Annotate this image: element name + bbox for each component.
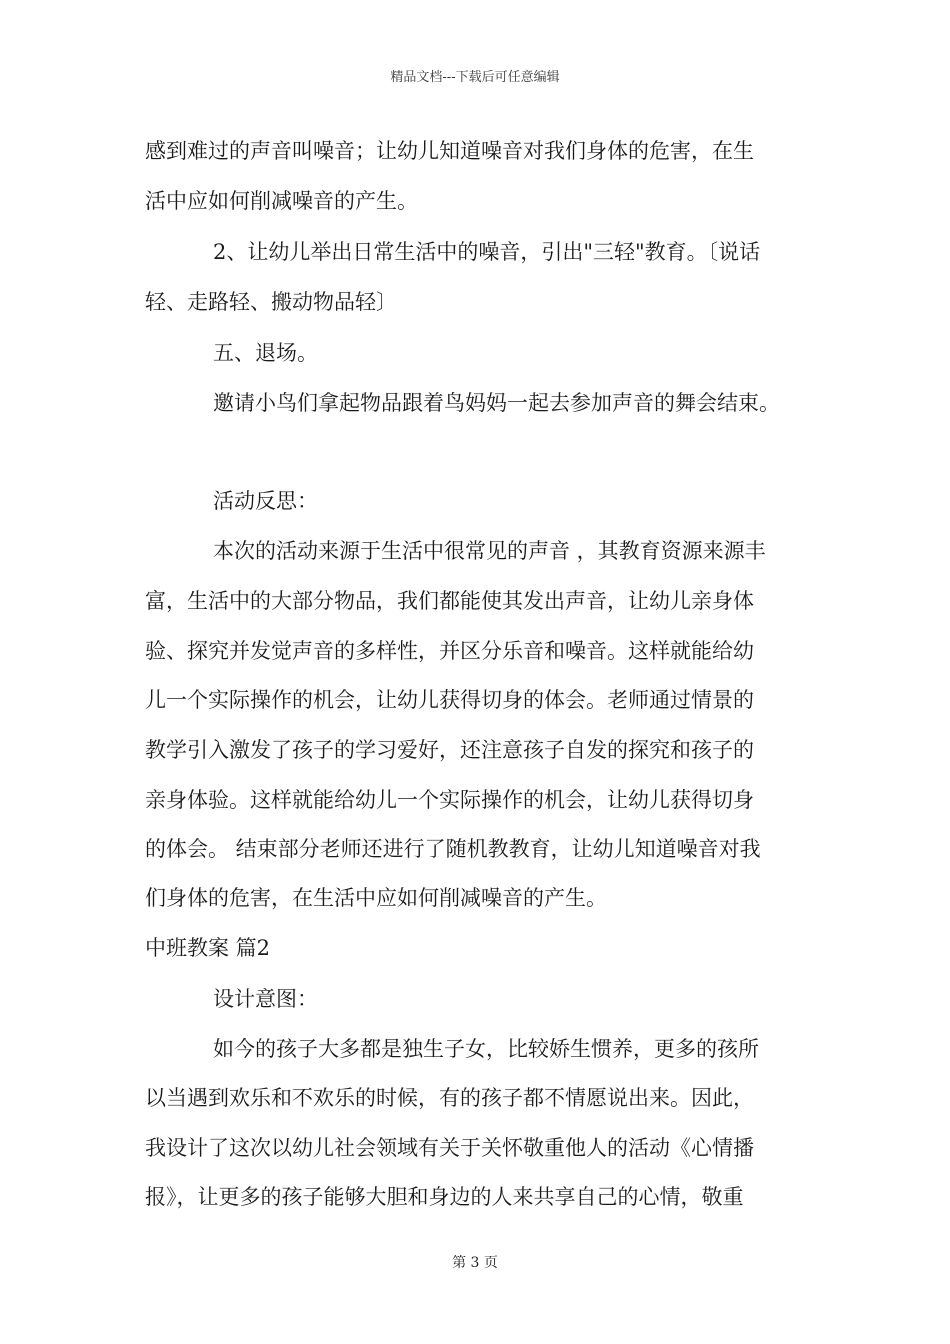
body-line: 儿一个实际操作的机会，让幼儿获得切身的体会。老师通过情景的 bbox=[145, 688, 754, 712]
page-number: 第 3 页 bbox=[452, 1255, 498, 1271]
page-header: 精品文档---下载后可任意编辑 bbox=[390, 70, 560, 85]
body-line: 以当遇到欢乐和不欢乐的时候，有的孩子都不情愿说出来。因此， bbox=[145, 1086, 754, 1110]
body-line: 邀请小鸟们拿起物品跟着鸟妈妈一起去参加声音的舞会结束。 bbox=[213, 391, 780, 415]
body-line: 如今的孩子大多都是独生子女，比较娇生惯养，更多的孩所 bbox=[213, 1037, 759, 1061]
body-line: 验、探究并发觉声音的多样性，并区分乐音和噪音。这样就能给幼 bbox=[145, 639, 754, 663]
body-line: 富，生活中的大部分物品，我们都能使其发出声音，让幼儿亲身体 bbox=[145, 589, 754, 613]
body-line: 的体会。 结束部分老师还进行了随机教教育，让幼儿知道噪音对我 bbox=[145, 837, 761, 861]
body-line: 活中应如何削减噪音的产生。 bbox=[145, 189, 418, 213]
section-heading: 活动反思： bbox=[213, 489, 318, 513]
body-line: 亲身体验。这样就能给幼儿一个实际操作的机会，让幼儿获得切身 bbox=[145, 788, 754, 812]
body-line: 本次的活动来源于生活中很常见的声音 ，其教育资源来源丰 bbox=[213, 539, 766, 563]
body-line: 2、让幼儿举出日常生活中的噪音，引出"三轻"教育。〔说话 bbox=[213, 240, 761, 264]
body-line: 我设计了这次以幼儿社会领域有关于关怀敬重他人的活动《心情播 bbox=[145, 1136, 754, 1160]
body-line: 们身体的危害，在生活中应如何削减噪音的产生。 bbox=[145, 886, 607, 910]
body-line: 轻、走路轻、搬动物品轻〕 bbox=[145, 290, 397, 314]
body-line: 报》，让更多的孩子能够大胆和身边的人来共享自己的心情，敬重 bbox=[145, 1185, 744, 1209]
body-line: 感到难过的声音叫噪音；让幼儿知道噪音对我们身体的危害，在生 bbox=[145, 139, 754, 163]
section-heading: 五、退场。 bbox=[213, 341, 318, 365]
section-heading: 设计意图： bbox=[213, 987, 318, 1011]
body-line: 教学引入激发了孩子的学习爱好，还注意孩子自发的探究和孩子的 bbox=[145, 738, 754, 762]
section-title: 中班教案 篇2 bbox=[145, 936, 271, 960]
